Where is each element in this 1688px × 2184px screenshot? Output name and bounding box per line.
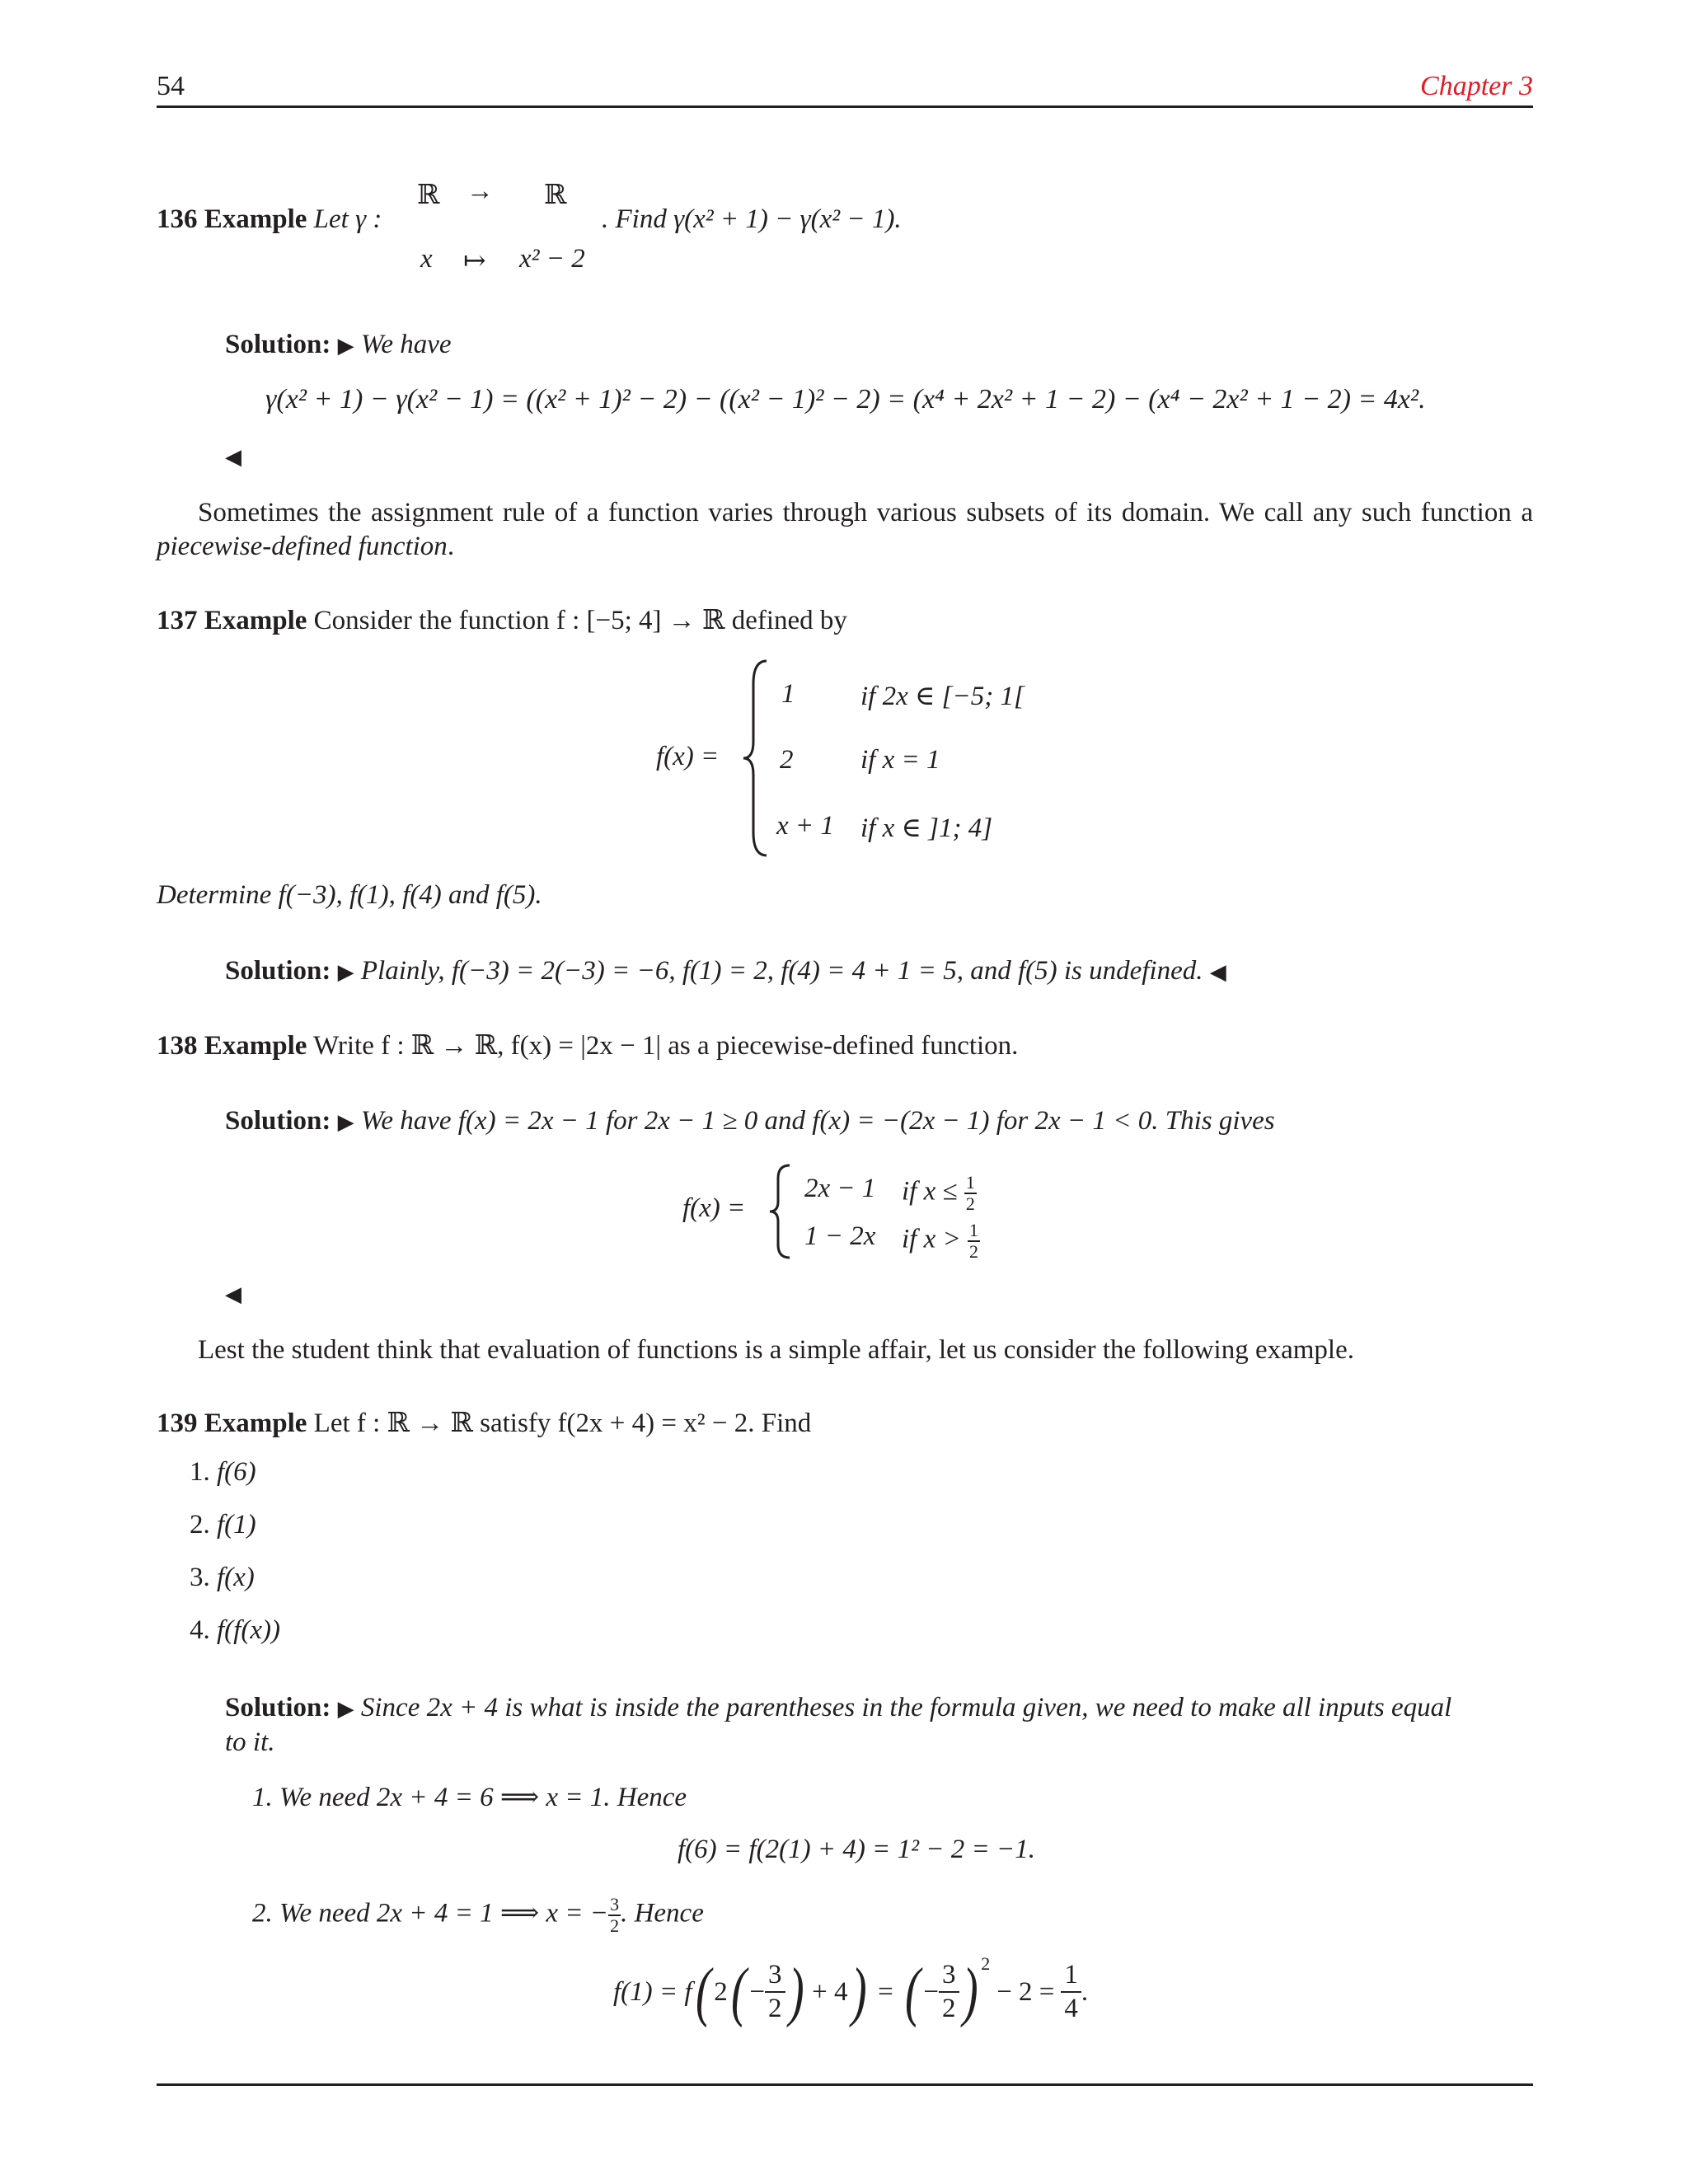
case-value: 1 − 2x: [804, 1221, 876, 1251]
solution-end-mark: ◀: [1209, 960, 1226, 985]
example-intro: Let f : ℝ → ℝ satisfy f(2x + 4) = x² − 2. Find: [313, 1408, 812, 1438]
example-label: Example: [204, 1031, 307, 1061]
example-question: . Find γ(x² + 1) − γ(x² − 1).: [602, 204, 902, 234]
solution-label: Solution:: [225, 956, 331, 986]
fraction-three-halves: $\frac{3}{2}$: [610, 1894, 620, 1936]
case-condition-text: if x ≤: [902, 1176, 958, 1207]
solution-end-mark: ◀: [225, 445, 241, 470]
piecewise-lhs: f(x) =: [656, 742, 720, 771]
term-piecewise: piecewise-defined function: [157, 532, 448, 561]
example-intro: Write f : ℝ → ℝ, f(x) = |2x − 1| as a piecewise-defined function.: [313, 1031, 1019, 1061]
map-rule: x² − 2: [519, 244, 585, 274]
map-arrow: →: [467, 176, 494, 206]
example-label: Example: [204, 1408, 307, 1438]
solution-start-mark: ▶: [337, 1697, 354, 1722]
case-value: 2x − 1: [804, 1174, 876, 1203]
page-number: 54: [157, 71, 185, 101]
solution-text: Plainly, f(−3) = 2(−3) = −6, f(1) = 2, f(4) = 4 + 1 = 5, and f(5) is undefined.: [360, 956, 1203, 986]
chapter-title: Chapter 3: [1420, 71, 1533, 101]
case-condition: [902, 1221, 980, 1261]
case-condition: if 2x ∈ [−5; 1[: [860, 682, 1025, 711]
case-value: x + 1: [776, 811, 834, 841]
solution-text: Since 2x + 4 is what is inside the parentheses in the formula given, we need to make all inputs equal: [360, 1693, 1452, 1722]
solution-start-mark: ▶: [337, 960, 354, 985]
map-domain: ℝ: [417, 180, 440, 210]
example-number: 136: [157, 204, 198, 234]
solution-label: Solution:: [225, 1106, 331, 1136]
case-condition: if x = 1: [860, 745, 940, 775]
map-codomain: ℝ: [544, 180, 567, 210]
case-value: 1: [781, 679, 795, 709]
solution-end-mark: ◀: [225, 1282, 241, 1307]
left-brace: [742, 659, 770, 857]
map-variable: x: [420, 244, 433, 274]
solution-equation: γ(x² + 1) − γ(x² − 1) = ((x² + 1)² − 2) − ((x² − 1)² − 2) = (x⁴ + 2x² + 1 − 2) − (x⁴ − 2x² + 1 − 2) = 4x².: [265, 384, 1426, 415]
example-number: 139: [157, 1408, 198, 1438]
example-question: Determine f(−3), f(1), f(4) and f(5).: [157, 880, 542, 910]
list-item: 3. f(x): [190, 1563, 255, 1592]
example-intro: Let γ :: [313, 204, 382, 234]
case-condition: if x ∈ ]1; 4]: [860, 813, 993, 843]
fraction-half: $\frac{1}{2}$: [965, 1172, 975, 1214]
case-condition: [902, 1174, 977, 1213]
paragraph-line-1: Sometimes the assignment rule of a function varies through various subsets of its domain. We call any such function a: [198, 498, 1533, 527]
example-label: Example: [204, 204, 307, 234]
piecewise-lhs: f(x) =: [682, 1193, 746, 1223]
fraction-half: $\frac{1}{2}$: [969, 1220, 979, 1262]
solution-text-cont: to it.: [225, 1727, 275, 1757]
example-label: Example: [204, 606, 307, 635]
list-item: 4. f(f(x)): [190, 1615, 280, 1645]
solution-start-mark: ▶: [337, 334, 354, 359]
solution-text: We have: [360, 330, 452, 359]
example-number: 137: [157, 606, 198, 635]
list-item: 2. f(1): [190, 1510, 256, 1540]
solution-label: Solution:: [225, 1693, 331, 1722]
list-item: 1. f(6): [190, 1457, 256, 1487]
step-1-equation: f(6) = f(2(1) + 4) = 1² − 2 = −1.: [678, 1835, 1036, 1864]
footer-rule: [157, 2083, 1533, 2086]
step-2-equation: f(1) = f ( 2 ( − $\frac{3}{2}$ ) + 4 ) = ( − $\frac{3}{2}$ ) 2 − 2 = $\frac{1}{4}$ .: [613, 1953, 1089, 2028]
paragraph-lest: Lest the student think that evaluation of functions is a simple affair, let us consider the following example.: [198, 1335, 1354, 1365]
example-intro: Consider the function f : [−5; 4] → ℝ defined by: [313, 606, 847, 635]
paragraph-end: .: [447, 532, 455, 561]
case-condition-text: if x >: [902, 1224, 961, 1254]
solution-text: We have f(x) = 2x − 1 for 2x − 1 ≥ 0 and f(x) = −(2x − 1) for 2x − 1 < 0. This gives: [360, 1106, 1275, 1136]
header-rule: [157, 105, 1533, 108]
solution-start-mark: ▶: [337, 1110, 354, 1135]
example-number: 138: [157, 1031, 198, 1061]
solution-step-2: 2. We need 2x + 4 = 1 ⟹ x = − $\frac{3}{2}$ . Hence: [252, 1894, 704, 1936]
solution-step-1: 1. We need 2x + 4 = 6 ⟹ x = 1. Hence: [252, 1783, 687, 1812]
maps-to-arrow: ↦: [463, 246, 486, 276]
solution-label: Solution:: [225, 330, 331, 359]
case-value: 2: [780, 745, 794, 775]
left-brace: [768, 1164, 793, 1259]
